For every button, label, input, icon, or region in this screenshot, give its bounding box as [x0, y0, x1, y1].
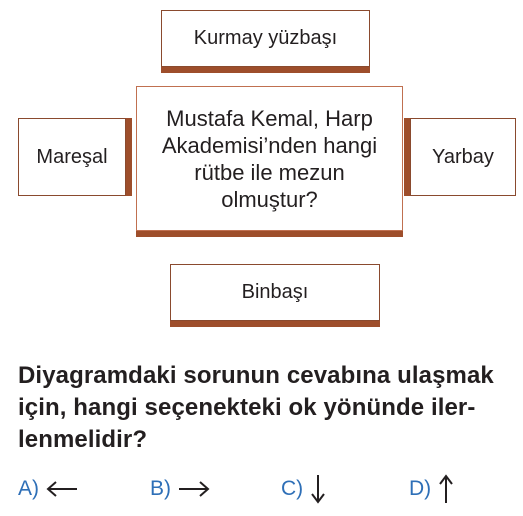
diagram-right-label: Yarbay: [432, 145, 494, 168]
arrow-left-icon: [45, 479, 79, 499]
diagram-box-top: [161, 10, 370, 67]
option-c-letter: C): [281, 477, 304, 500]
option-a[interactable]: [18, 474, 79, 504]
arrow-up-icon: [437, 474, 455, 504]
diagram-box-center: [136, 86, 403, 231]
diagram-box-left: [18, 118, 126, 196]
diagram-top-label: Kurmay yüzbaşı: [193, 27, 338, 49]
question-text: [18, 360, 518, 456]
diagram-center-question: Mustafa Kemal, Harp Akademisi’nden hangi rütbe ile mezun olmuştur?: [161, 105, 378, 212]
question-line-2: için, hangi seçenekteki ok yönünde iler-: [18, 394, 476, 421]
option-d-letter: D): [409, 477, 432, 500]
option-a-letter: A): [18, 477, 39, 500]
option-b-letter: B): [150, 477, 171, 500]
option-d[interactable]: [409, 474, 455, 504]
diagram-bottom-label: Binbaşı: [241, 281, 309, 303]
arrow-right-icon: [177, 479, 211, 499]
question-line-3: lenmelidir?: [18, 426, 148, 453]
diagram-left-label: Mareşal: [36, 145, 108, 168]
option-c[interactable]: [281, 474, 327, 504]
question-line-1: Diyagramdaki sorunun cevabına ulaşmak: [18, 362, 494, 389]
arrow-down-icon: [309, 474, 327, 504]
diagram-box-bottom: [170, 264, 380, 321]
option-b[interactable]: [150, 474, 211, 504]
diagram-box-right: [410, 118, 516, 196]
